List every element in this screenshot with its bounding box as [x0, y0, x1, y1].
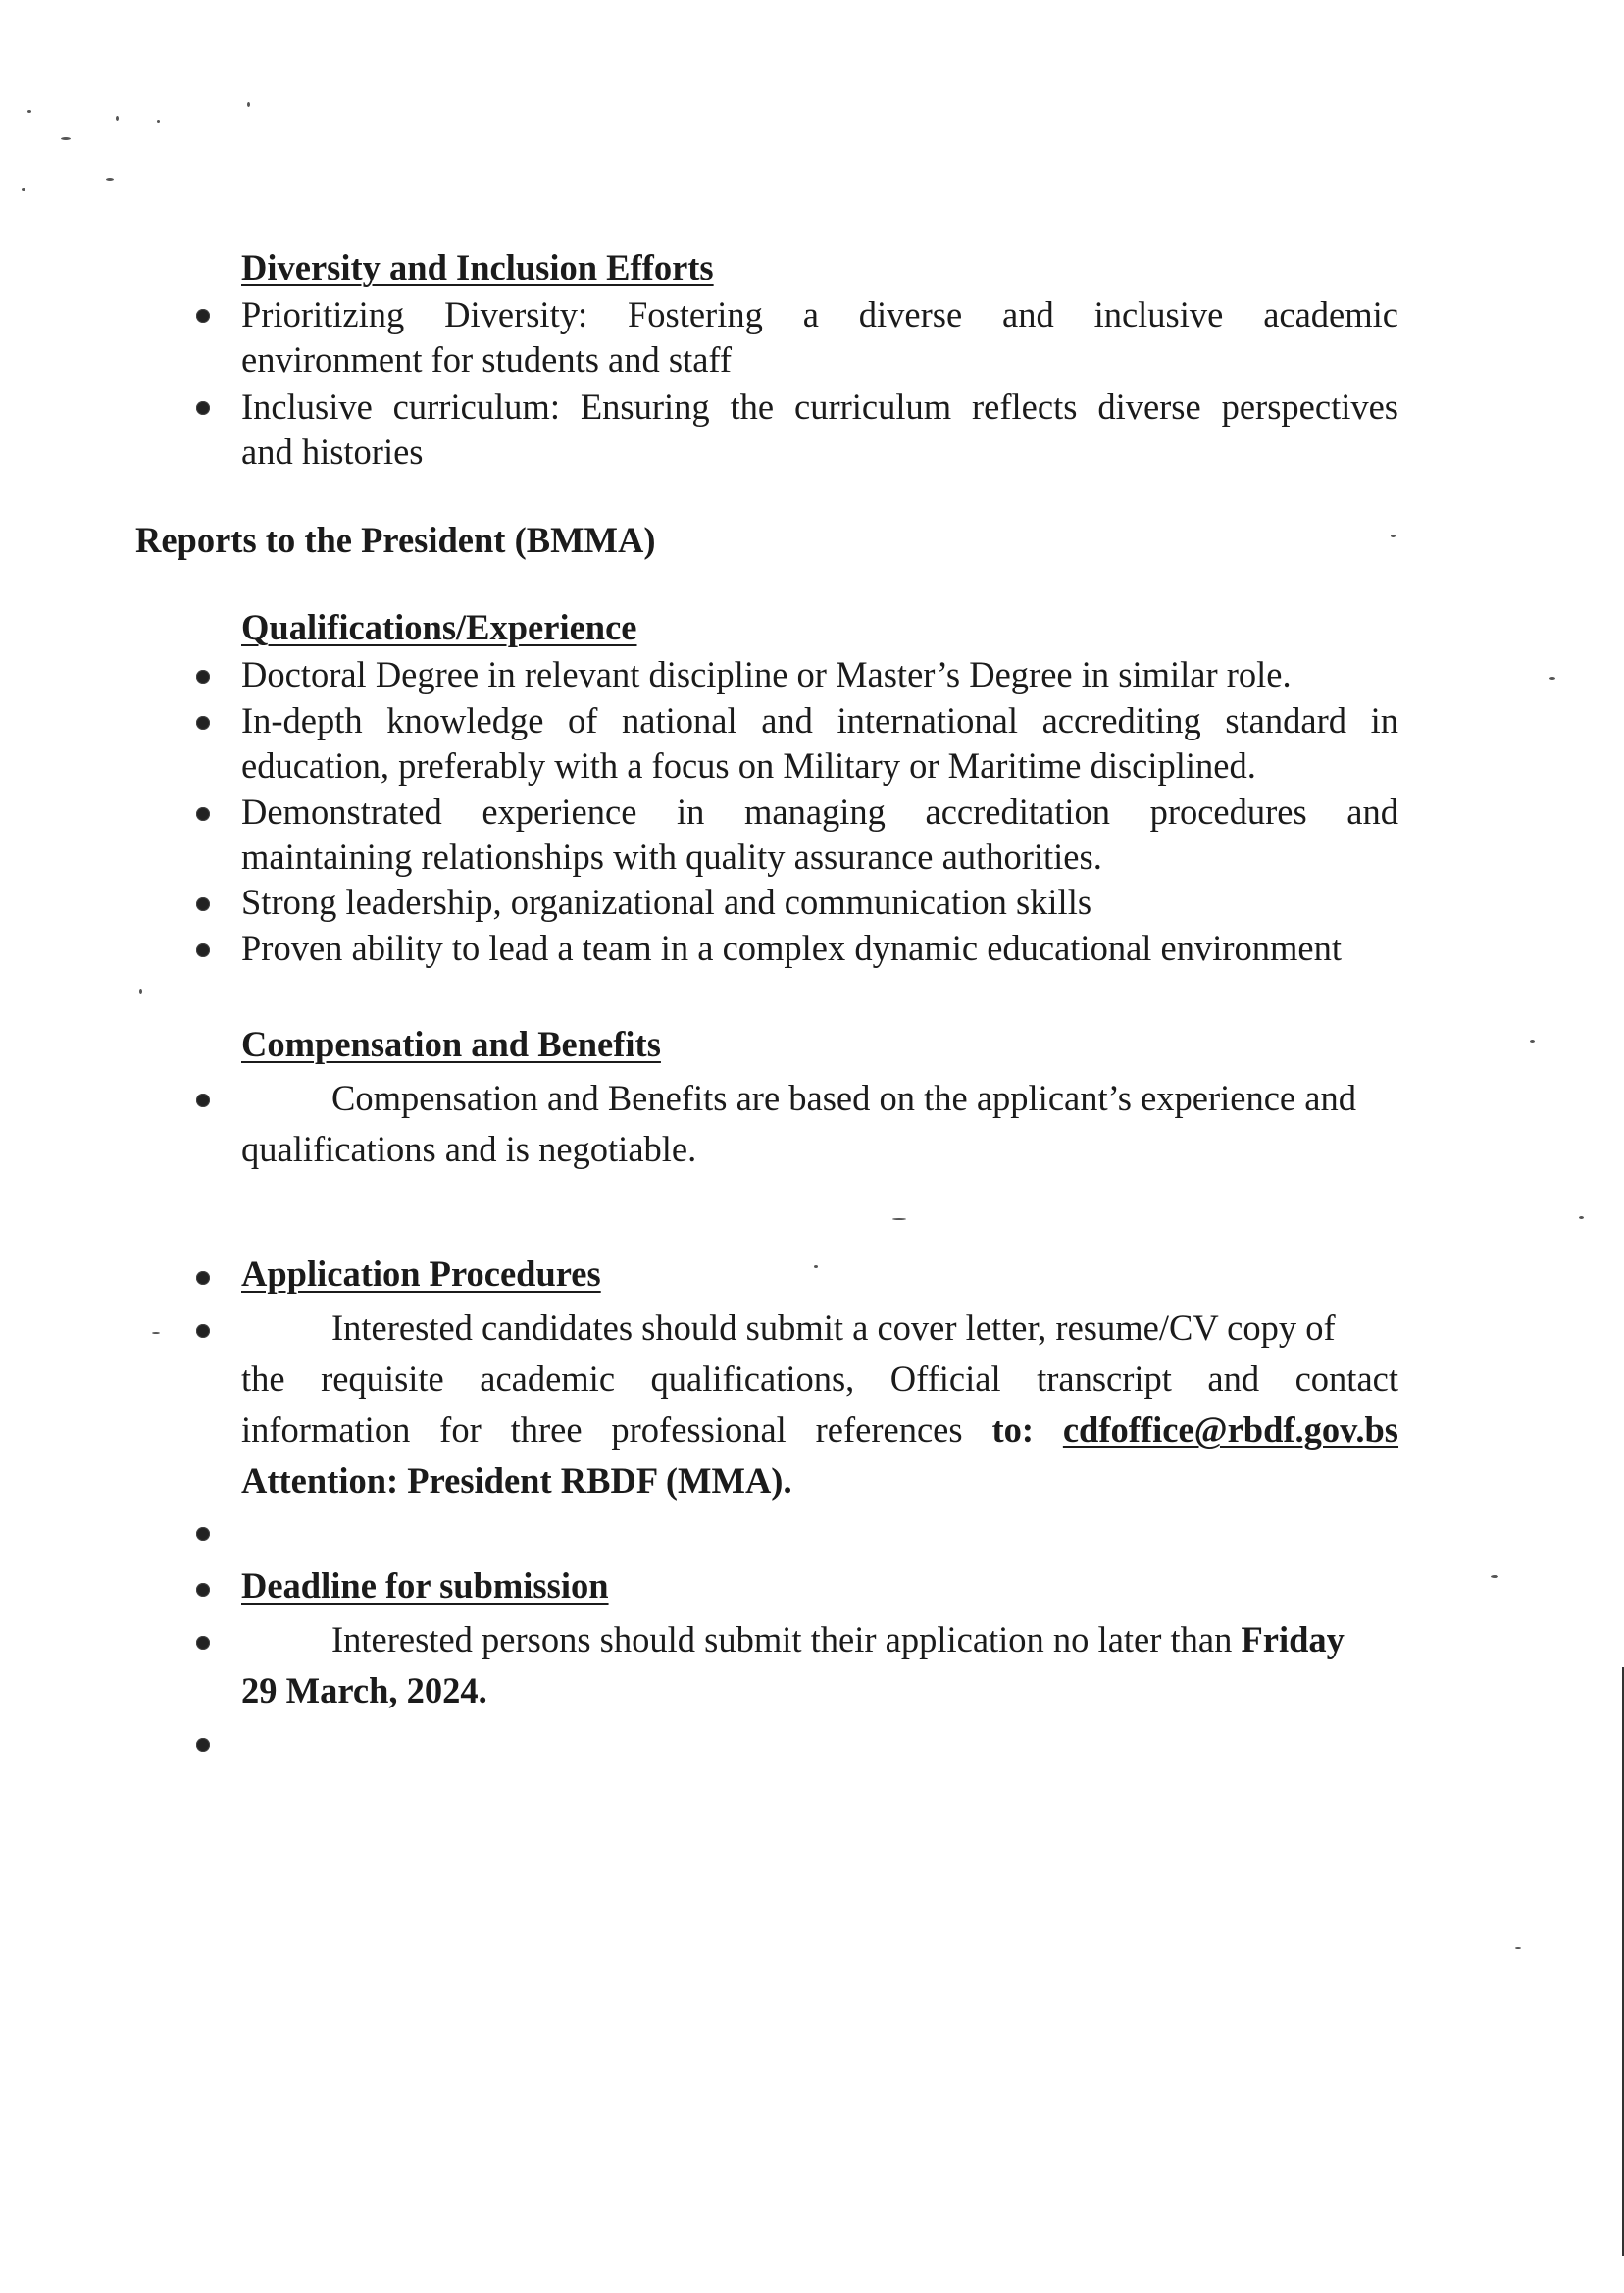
qualification-item [241, 880, 1398, 925]
diversity-item-line: and histories [241, 432, 424, 472]
bullet-icon [196, 1527, 210, 1541]
bullet-icon [196, 1738, 210, 1752]
scan-speck [1549, 677, 1555, 680]
diversity-item [241, 384, 1398, 475]
scan-speck [157, 120, 160, 123]
application-heading: Application Procedures [241, 1253, 601, 1294]
deadline-text [241, 1614, 1398, 1716]
diversity-item-line: Prioritizing Diversity: Fostering a diverse and inclusive academic [241, 294, 1398, 334]
diversity-heading: Diversity and Inclusion Efforts [241, 247, 714, 287]
bullet-icon [196, 943, 210, 957]
qualification-item [241, 652, 1398, 697]
scan-speck [116, 116, 119, 121]
application-line: Interested candidates should submit a cover letter, resume/CV copy of [331, 1307, 1336, 1348]
deadline-day: Friday [1241, 1619, 1345, 1659]
scan-speck [1579, 1216, 1584, 1219]
deadline-line [241, 1614, 1398, 1665]
deadline-heading: Deadline for submission [241, 1565, 609, 1605]
application-text [241, 1302, 1398, 1506]
bullet-icon [196, 1094, 210, 1107]
deadline-date: 29 March, 2024. [241, 1670, 487, 1710]
application-line [241, 1404, 1398, 1455]
diversity-item-line: Inclusive curriculum: Ensuring the curriculum reflects diverse perspectives [241, 386, 1398, 427]
qualification-item [241, 926, 1398, 971]
bullet-icon [196, 1271, 210, 1285]
bullet-icon [196, 670, 210, 684]
bullet-icon [196, 897, 210, 911]
qualification-item-line: Doctoral Degree in relevant discipline or Master’s Degree in similar role. [241, 654, 1292, 694]
application-attention: Attention: President RBDF (MMA). [241, 1460, 792, 1501]
scan-speck [814, 1265, 818, 1268]
scan-speck [892, 1218, 906, 1220]
bullet-icon [196, 401, 210, 415]
bullet-icon [196, 716, 210, 730]
qualifications-heading: Qualifications/Experience [241, 607, 637, 647]
qualification-item-line: Proven ability to lead a team in a complex dynamic educational environment [241, 928, 1343, 968]
scan-speck [152, 1332, 160, 1334]
scan-speck [1391, 535, 1396, 537]
bullet-icon [196, 807, 210, 821]
scan-speck [1491, 1575, 1498, 1578]
scan-speck [247, 102, 250, 107]
compensation-text [241, 1073, 1398, 1175]
diversity-item-line: environment for students and staff [241, 339, 733, 380]
qualification-item-line: maintaining relationships with quality assurance authorities. [241, 837, 1102, 877]
diversity-item [241, 292, 1398, 382]
qualification-item-line: education, preferably with a focus on Military or Maritime disciplined. [241, 745, 1256, 786]
compensation-line: qualifications and is negotiable. [241, 1129, 697, 1169]
qualification-item [241, 698, 1398, 789]
compensation-heading: Compensation and Benefits [241, 1024, 661, 1064]
scan-speck [22, 188, 25, 191]
deadline-line-text: Interested persons should submit their application no later than [331, 1619, 1233, 1659]
application-references-text: information for three professional references [241, 1409, 963, 1450]
scan-speck [61, 137, 71, 140]
reports-to-heading: Reports to the President (BMMA) [135, 520, 656, 560]
bullet-icon [196, 1583, 210, 1597]
bullet-icon [196, 1636, 210, 1650]
scan-speck [27, 110, 31, 113]
qualification-item-line: Demonstrated experience in managing accreditation procedures and [241, 791, 1398, 832]
qualification-item [241, 790, 1398, 880]
compensation-line: Compensation and Benefits are based on the applicant’s experience and [331, 1078, 1356, 1118]
scan-speck [1515, 1947, 1521, 1949]
bullet-icon [196, 309, 210, 323]
scan-speck [106, 178, 114, 181]
qualification-item-line: Strong leadership, organizational and communication skills [241, 882, 1092, 922]
contact-email-link[interactable]: cdfoffice@rbdf.gov.bs [1062, 1409, 1399, 1450]
qualification-item-line: In-depth knowledge of national and international accrediting standard in [241, 700, 1398, 740]
application-to-label: to: [991, 1409, 1034, 1450]
scan-speck [139, 989, 142, 994]
bullet-icon [196, 1324, 210, 1338]
application-line: the requisite academic qualifications, Official transcript and contact [241, 1358, 1398, 1399]
scan-speck [1530, 1040, 1535, 1043]
